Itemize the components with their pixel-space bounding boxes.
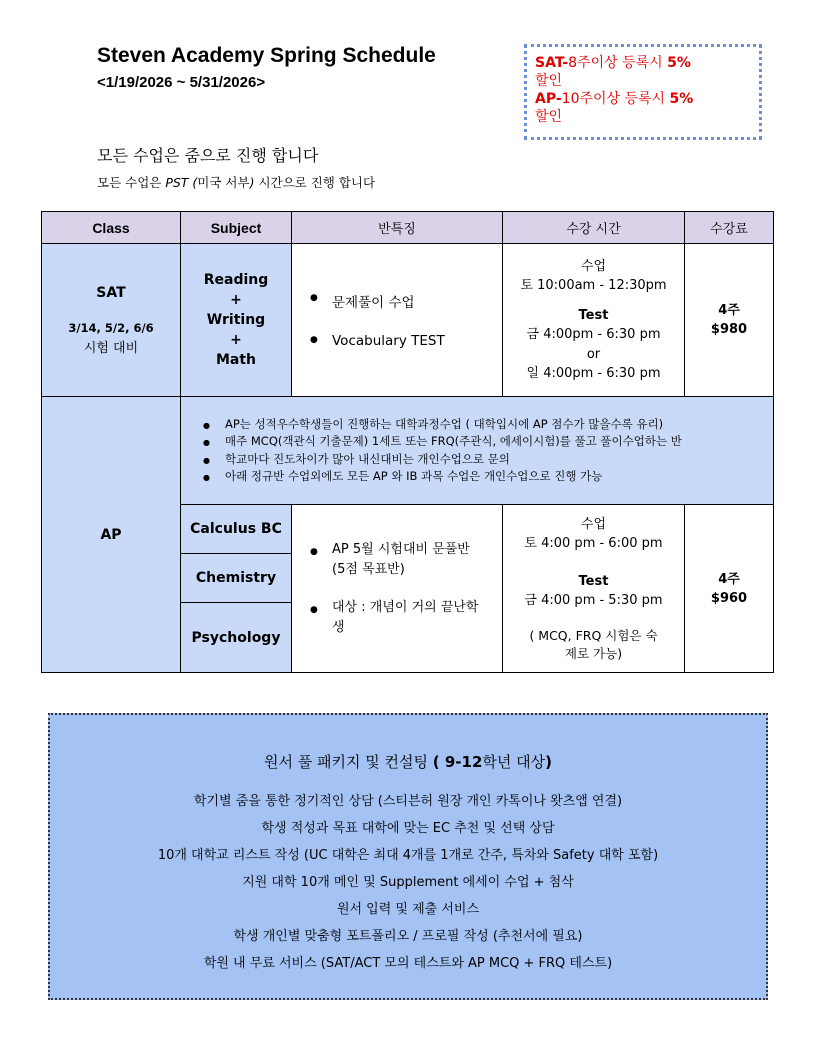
sat-subject-cell	[181, 244, 292, 397]
package-item: 원서 입력 및 제출 서비스	[336, 902, 480, 917]
ap-notes-row	[42, 397, 774, 505]
header-features: 반특징	[292, 212, 503, 244]
ap-test-note: ( MCQ, FRQ 시험은 숙제로 가능)	[529, 627, 658, 661]
sat-class-label: 수업	[580, 258, 607, 274]
sat-subject-writing: Writing	[206, 312, 266, 328]
schedule-table	[41, 211, 774, 673]
sat-fee-price: $980	[710, 322, 748, 337]
ap-test-label: Test	[578, 573, 609, 589]
ap-note-item: ● AP는 성적우수학생들이 진행하는 대학과정수업 ( 대학입시에 AP 점수가 많을수록 유리)	[225, 416, 763, 434]
header-class: Class	[42, 212, 181, 244]
ap-class-time: 토 4:00 pm - 6:00 pm	[524, 536, 663, 551]
sat-subject-math: Math	[215, 352, 257, 368]
package-title	[50, 751, 766, 772]
ap-feature-item: ● AP 5월 시험대비 문풀반 (5점 목표반)	[332, 540, 502, 580]
ap-note-item: ● 매주 MCQ(객관식 기출문제) 1세트 또는 FRQ(주관식, 에세이시험)를 풀고 풀이수업하는 반	[225, 433, 763, 451]
ap-time-cell	[503, 505, 685, 673]
tz-mid: 미국 서부	[197, 175, 250, 190]
header-time: 수강 시간	[503, 212, 685, 244]
package-item: 학기별 줌을 통한 정기적인 상담 (스티븐허 원장 개인 카톡이나 왓츠앱 연결)	[193, 794, 623, 809]
sat-class-name: SAT	[96, 284, 126, 301]
sat-subject-plus2: +	[230, 332, 242, 348]
package-title-pre: 원서 풀 패키지 및 컨설팅	[264, 753, 433, 771]
ap-test-time: 금 4:00 pm - 5:30 pm	[524, 593, 663, 608]
ap-note-item: ● 아래 정규반 수업외에도 모든 AP 와 IB 과목 수업은 개인수업으로 진행 가능	[225, 468, 763, 486]
sat-features-list	[292, 291, 502, 349]
package-title-bold: ( 9-12	[432, 753, 483, 771]
sat-test-or: or	[586, 346, 601, 362]
sat-subject-reading: Reading	[203, 272, 269, 288]
tz-pre: 모든 수업은	[97, 175, 166, 190]
header-subject: Subject	[181, 212, 292, 244]
ap-feature-item: ● 대상 : 개념이 거의 끝난학생	[332, 598, 502, 638]
sat-discount-tail: 할인	[535, 73, 563, 89]
sat-discount-text: 8주이상 등록시	[568, 55, 668, 71]
package-items	[50, 788, 766, 977]
tz-pst: PST (	[165, 175, 198, 190]
sat-feature-item: ● Vocabulary TEST	[332, 333, 502, 349]
package-item: 지원 대학 10개 메인 및 Supplement 에세이 수업 + 첨삭	[242, 875, 574, 890]
ap-features-cell	[292, 505, 503, 673]
sat-row	[42, 244, 774, 397]
tz-post: 시간으로 진행 합니다	[254, 175, 376, 190]
sat-exam-dates: 3/14, 5/2, 6/6	[68, 320, 154, 335]
package-item: 학원 내 무료 서비스 (SAT/ACT 모의 테스트와 AP MCQ + FRQ 테스트)	[203, 956, 613, 971]
ap-discount-tail: 할인	[535, 109, 563, 125]
ap-class-cell: AP	[42, 397, 181, 673]
ap-notes-cell	[181, 397, 774, 505]
date-range: <1/19/2026 ~ 5/31/2026>	[97, 74, 266, 91]
sat-test-time-sun: 일 4:00pm - 6:30 pm	[526, 366, 661, 381]
sat-fee-cell	[685, 244, 774, 397]
tz-close: )	[249, 175, 255, 190]
ap-subject-chemistry: Chemistry	[181, 554, 292, 603]
sat-discount-label: SAT-	[535, 55, 569, 71]
zoom-notice: 모든 수업은 줌으로 진행 합니다	[97, 146, 319, 165]
ap-discount	[535, 90, 751, 126]
consulting-package-box	[48, 713, 768, 1000]
ap-notes-list	[191, 416, 763, 486]
ap-subject-calculus: Calculus BC	[181, 505, 292, 554]
sat-test-label: Test	[578, 307, 609, 323]
package-title-mid: 학년 대상	[482, 753, 546, 771]
package-item: 학생 개인별 맞춤형 포트폴리오 / 프로필 작성 (추천서에 필요)	[233, 929, 583, 944]
ap-discount-text: 10주이상 등록시	[561, 91, 670, 107]
ap-fee-cell	[685, 505, 774, 673]
ap-fee-price: $960	[710, 590, 748, 606]
sat-discount	[535, 54, 751, 90]
sat-feature-item: ● 문제풀이 수업	[332, 291, 502, 311]
sat-fee-weeks: 4주	[718, 303, 740, 318]
page-title: Steven Academy Spring Schedule	[97, 44, 436, 67]
ap-fee-weeks: 4주	[718, 571, 740, 587]
timezone-notice	[97, 173, 375, 191]
package-item: 학생 적성과 목표 대학에 맞는 EC 추천 및 선택 상담	[261, 821, 555, 836]
ap-note-item: ● 학교마다 진도차이가 많아 내신대비는 개인수업으로 문의	[225, 451, 763, 469]
sat-class-cell	[42, 244, 181, 397]
ap-discount-pct: 5%	[669, 91, 694, 107]
package-title-close: )	[545, 753, 552, 771]
sat-discount-pct: 5%	[667, 55, 691, 71]
package-item: 10개 대학교 리스트 작성 (UC 대학은 최대 4개를 1개로 간주, 특차와 Safety 대학 포함)	[157, 848, 659, 863]
sat-class-time: 토 10:00am - 12:30pm	[520, 278, 667, 293]
ap-class-label: 수업	[580, 516, 607, 532]
sat-exam-prep: 시험 대비	[83, 340, 139, 356]
sat-features-cell	[292, 244, 503, 397]
sat-test-time-fri: 금 4:00pm - 6:30 pm	[526, 327, 661, 342]
header-fee: 수강료	[685, 212, 774, 244]
ap-subject-psychology: Psychology	[181, 603, 292, 673]
sat-time-cell	[503, 244, 685, 397]
sat-subject-plus1: +	[230, 292, 242, 308]
ap-features-list	[292, 540, 502, 638]
discount-box	[524, 44, 762, 140]
ap-discount-label: AP-	[535, 91, 562, 107]
